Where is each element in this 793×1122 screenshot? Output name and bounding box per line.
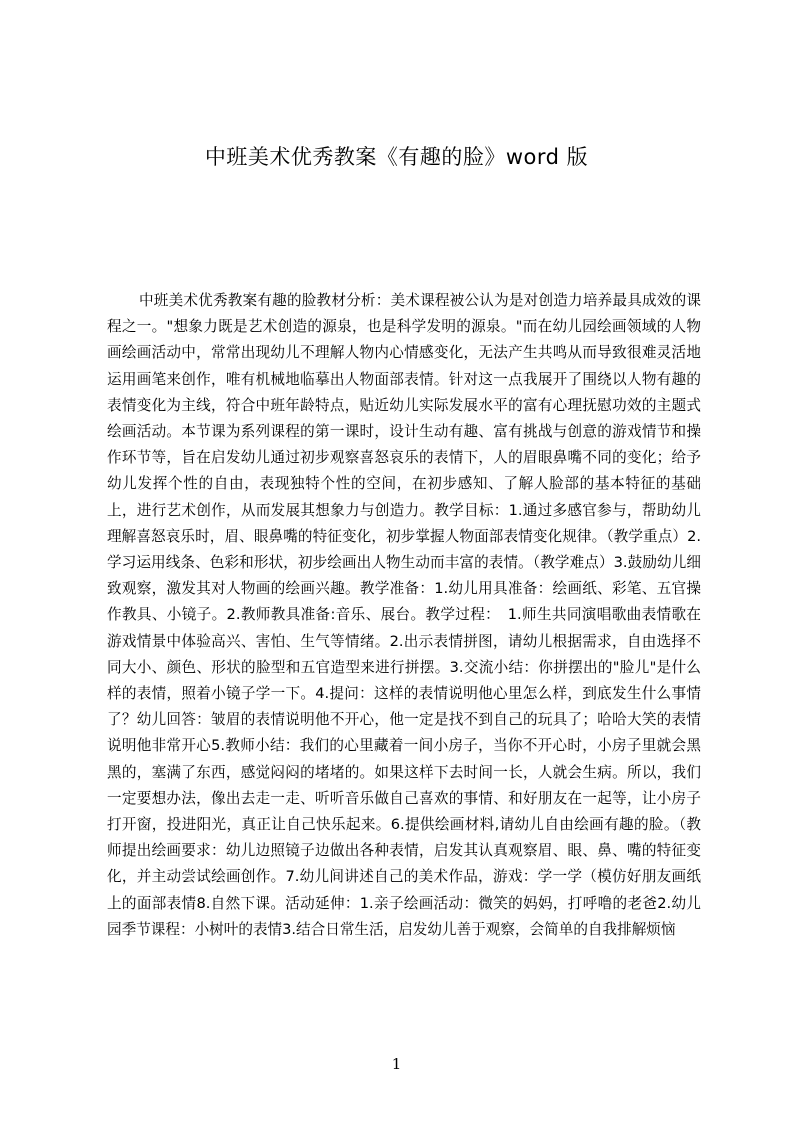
- document-body-paragraph: 中班美术优秀教案有趣的脸教材分析：美术课程被公认为是对创造力培养最具成效的课程之一。"想象力既是艺术创造的源泉，也是科学发明的源泉。"而在幼儿园绘画领域的人物画绘画活动中，常常出现幼儿不理解人物内心情感变化，无法产生共鸣从而导致很难灵活地运用画笔来创作，唯有机械地临摹出人物面部表情。针对这一点我展开了围绕以人物有趣的表情变化为主线，符合中班年龄特点，贴近幼儿实际发展水平的富有心理抚慰功效的主题式绘画活动。本节课为系列课程的第一课时，设计生动有趣、富有挑战与创意的游戏情节和操作环节等，旨在启发幼儿通过初步观察喜怒哀乐的表情下，人的眉眼鼻嘴不同的变化；给予幼儿发挥个性的自由，表现独特个性的空间，在初步感知、了解人脸部的基本特征的基础上，进行艺术创作，从而发展其想象力与创造力。教学目标：1.通过多感官参与，帮助幼儿理解喜怒哀乐时，眉、眼鼻嘴的特征变化，初步掌握人物面部表情变化规律。（教学重点）2.学习运用线条、色彩和形状，初步绘画出人物生动而丰富的表情。（教学难点）3.鼓励幼儿细致观察，激发其对人物画的绘画兴趣。教学准备：1.幼儿用具准备：绘画纸、彩笔、五官操作教具、小镜子。2.教师教具准备:音乐、展台。教学过程： 1.师生共同演唱歌曲表情歌在游戏情景中体验高兴、害怕、生气等情绪。2.出示表情拼图，请幼儿根据需求，自由选择不同大小、颜色、形状的脸型和五官造型来进行拼摆。3.交流小结：你拼摆出的"脸儿"是什么样的表情，照着小镜子学一下。4.提问：这样的表情说明他心里怎么样，到底发生什么事情了？幼儿回答：皱眉的表情说明他不开心，他一定是找不到自己的玩具了；哈哈大笑的表情说明他非常开心5.教师小结：我们的心里藏着一间小房子，当你不开心时，小房子里就会黑黑的，塞满了东西，感觉闷闷的堵堵的。如果这样下去时间一长，人就会生病。所以，我们一定要想办法，像出去走一走、听听音乐做自己喜欢的事情、和好朋友在一起等，让小房子打开窗，投进阳光，真正让自己快乐起来。6.提供绘画材料,请幼儿自由绘画有趣的脸。（教师提出绘画要求：幼儿边照镜子边做出各种表情，启发其认真观察眉、眼、鼻、嘴的特征变化，并主动尝试绘画创作。7.幼儿间讲述自己的美术作品，游戏：学一学（模仿好朋友画纸上的面部表情8.自然下课。活动延伸：1.亲子绘画活动：微笑的妈妈，打呼噜的老爸2.幼儿园季节课程：小树叶的表情3.结合日常生活，启发幼儿善于观察，会简单的自我排解烦恼: [107, 292, 701, 938]
- document-title: 中班美术优秀教案《有趣的脸》word 版: [204, 145, 589, 169]
- page-number: 1: [391, 1055, 402, 1073]
